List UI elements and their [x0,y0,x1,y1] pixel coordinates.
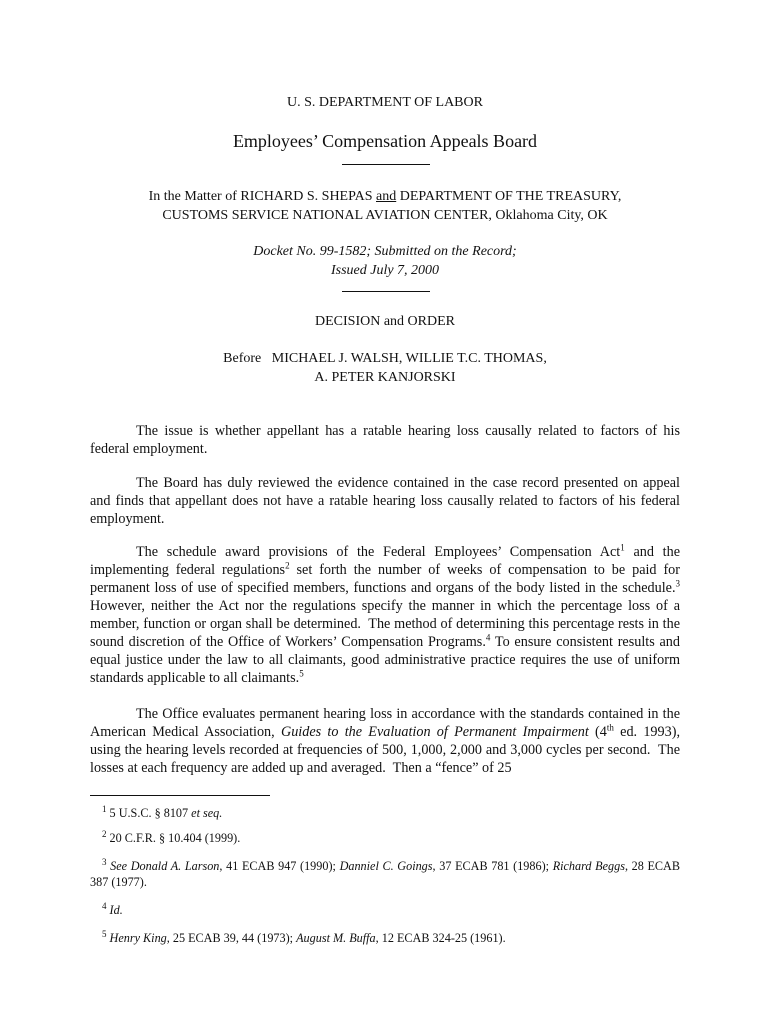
paragraph-board-review: The Board has duly reviewed the evidence contained in the case record presented on appeal and finds that appellant does not have a ratable hearing loss causally related to factors of his federal employment. [90,475,680,527]
footnote-2: $^2$ 20 C.F.R. § 10.404 (1999). [102,828,241,845]
divider-line-2 [342,291,430,292]
matter-prefix: In the Matter of [148,189,241,204]
matter-and: and [376,189,397,204]
footnote-ref-4[interactable]: 4 [485,632,491,643]
agency-line-1: DEPARTMENT OF THE TREASURY, [396,189,622,204]
footnote-ref-5[interactable]: 5 [299,668,304,679]
footnote-ref-2[interactable]: 2 [285,560,290,571]
department-heading: U. S. DEPARTMENT OF LABOR [287,95,483,110]
matter-caption [0,187,770,225]
guides-title: Guides to the Evaluation of Permanent Impairment [280,724,589,740]
agency-line-2: CUSTOMS SERVICE NATIONAL AVIATION CENTER, Oklahoma City, OK [162,208,608,223]
paragraph-issue: The issue is whether appellant has a ratable hearing loss causally related to factors of his federal employment. [90,423,680,457]
appellant-name: RICHARD S. SHEPAS [240,189,373,204]
divider-line-1 [342,164,430,165]
decision-title: DECISION and ORDER [315,314,455,329]
footnote-ref-3[interactable]: 3 [675,578,680,589]
footnote-separator [90,795,270,796]
matter-line-1 [0,187,770,206]
footnote-ref-1[interactable]: 1 [620,542,625,553]
panel-line-1: Before MICHAEL J. WALSH, WILLIE T.C. THOMAS, [223,351,547,366]
footnote-5: $^5$ Henry King, 25 ECAB 39, 44 (1973); August M. Buffa, 12 ECAB 324-25 (1961). [102,928,506,945]
paragraph-hearing-evaluation: The Office evaluates permanent hearing loss in accordance with the standards contained in the American Medical Association, Guides to the Evaluation of Permanent Impairment (4th ed. 1993), using the hearing levels recorded at frequencies of 500, 1,000, 2,000 and 3,000 cycles per second. The losses at each frequency are added up and averaged. Then a “fence” of 25 [90,706,684,776]
panel-block [0,349,770,387]
panel-line-2: A. PETER KANJORSKI [314,370,456,385]
board-title: Employees’ Compensation Appeals Board [232,131,538,151]
docket-line-2: Issued July 7, 2000 [330,263,440,278]
footnote-1: $^1$ 5 U.S.C. § 8107 et seq. [102,803,223,820]
footnote-3: $^3$ See Donald A. Larson, 41 ECAB 947 (1990); Danniel C. Goings, 37 ECAB 781 (1986); Richard Beggs, 28 ECAB 387 (1977). [90,856,680,889]
docket-line-1: Docket No. 99-1582; Submitted on the Record; [253,244,517,259]
footnote-4: $^4$ Id. [102,900,123,917]
paragraph-schedule-award: The schedule award provisions of the Federal Employees’ Compensation Act$^1$ and the implementing federal regulations$^2$ set forth the number of weeks of compensation to be paid for permanent loss of use of specified members, functions and organs of the body listed in the schedule.$^3$ However, neither the Act nor the regulations specify the manner in which the percentage loss of a member, function or organ shall be determined. The method of determining this percentage rests in the sound discretion of the Office of Workers’ Compensation Programs.$^4$ To ensure consistent results and equal justice under the law to all claimants, good administrative practice requires the use of uniform standards applicable to all claimants.$^5$ [90,542,688,686]
docket-block [0,242,770,280]
